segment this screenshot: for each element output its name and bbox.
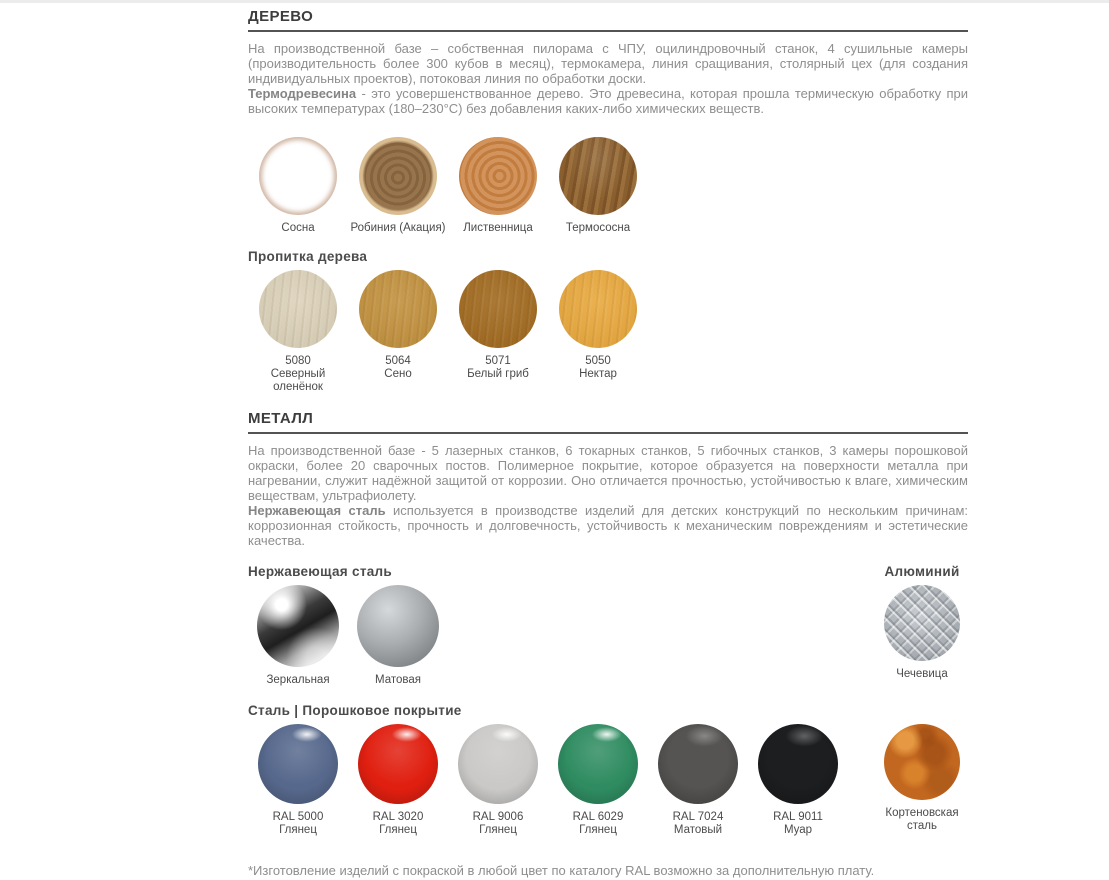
metal-section (248, 410, 968, 878)
ral-code: RAL 5000 (272, 811, 324, 823)
finish-label: Зеркальная (266, 674, 330, 686)
wood-swatch-label: Робиния (Акация) (350, 222, 446, 234)
ral-finish: Глянец (279, 824, 317, 836)
powder-title: Сталь | Порошковое покрытие (248, 703, 462, 718)
stain-swatch-label (579, 355, 617, 381)
ral-color-ball (358, 724, 438, 804)
stain-swatch-5071 (448, 270, 548, 394)
stain-swatch-label (467, 355, 529, 381)
stain-color-circle (259, 270, 337, 348)
ral-swatch-3020 (348, 724, 448, 837)
aluminum-circle-wrap (884, 585, 960, 661)
wood-stain-row (248, 270, 968, 394)
wood-intro-text: На производственной базе – собственная пилорама с ЧПУ, оцилиндровочный станок, 4 сушильные камеры (производительность более 300 кубов в месяц), термокамера, линия сращивания, столярный цех (для создания индивидуальных проектов), потоковая линия по обработки доски. (248, 41, 968, 86)
ral-swatch-5000 (248, 724, 348, 837)
wood-species-row (248, 137, 968, 235)
ral-swatch-9011 (748, 724, 848, 837)
page-top-edge (0, 0, 1109, 3)
stain-color-circle (459, 270, 537, 348)
ral-swatch-label (473, 811, 524, 837)
ral-swatch-label (573, 811, 624, 837)
metal-section-title: МЕТАЛЛ (248, 410, 968, 434)
stainless-block (248, 564, 448, 687)
wood-swatch-label: Лиственница (463, 222, 533, 234)
wood-section (248, 8, 968, 394)
pine-wood-slice-image (259, 137, 337, 215)
wood-swatch-label: Сосна (281, 222, 315, 234)
stain-name: Нектар (579, 368, 617, 380)
stain-code: 5064 (385, 355, 411, 367)
metal-intro-paragraph (248, 443, 968, 503)
stain-color-circle (359, 270, 437, 348)
page-content (248, 8, 968, 878)
mirror-steel-ball-image (257, 585, 339, 667)
wood-swatch-robinia (348, 137, 448, 235)
metal-intro-text: На производственной базе - 5 лазерных станков, 6 токарных станков, 5 гибочных станков, 3 камеры порошковой окраски, более 20 сварочных постов. Полимерное покрытие, которое образуется на поверхности металла при нагревании, служит надёжной защитой от коррозии. Оно отличается прочностью, устойчивостью к влаге, химическим веществам, ультрафиолету. (248, 443, 968, 503)
ral-finish: Матовый (673, 824, 723, 836)
stainless-swatch-matte (348, 585, 448, 687)
stainless-paragraph (248, 503, 968, 548)
ral-code: RAL 9006 (472, 811, 524, 823)
stain-code: 5080 (285, 355, 311, 367)
thermowood-paragraph (248, 86, 968, 116)
ral-color-ball (758, 724, 838, 804)
finish-label: Матовая (375, 674, 421, 686)
corten-block (876, 724, 968, 837)
ral-swatch-label (673, 811, 724, 837)
stainless-swatch-mirror (248, 585, 348, 687)
aluminum-title: Алюминий (884, 564, 960, 579)
ral-color-ball (258, 724, 338, 804)
stain-swatch-label (257, 355, 339, 394)
matte-steel-ball-image (357, 585, 439, 667)
stain-color-circle (559, 270, 637, 348)
stainless-title: Нержавеющая сталь (248, 564, 393, 579)
ral-code: RAL 7024 (672, 811, 724, 823)
ral-code: RAL 6029 (572, 811, 624, 823)
ral-finish: Глянец (579, 824, 617, 836)
wood-section-title: ДЕРЕВО (248, 8, 968, 32)
stain-section-title: Пропитка дерева (248, 249, 368, 264)
ral-code: RAL 9011 (773, 811, 823, 823)
ral-swatch-9006 (448, 724, 548, 837)
aluminum-block (876, 564, 968, 687)
larch-wood-slice-image (459, 137, 537, 215)
wood-swatch-larch (448, 137, 548, 235)
ral-swatch-label (773, 811, 823, 837)
ral-swatch-label (373, 811, 424, 837)
stainless-aluminum-row (248, 564, 968, 687)
ral-color-ball (458, 724, 538, 804)
stainless-lead: Нержавеющая сталь (248, 503, 386, 518)
aluminum-finish-label: Чечевица (896, 668, 948, 680)
ral-swatch-6029 (548, 724, 648, 837)
wood-swatch-label: Термососна (565, 222, 631, 234)
stain-swatch-5064 (348, 270, 448, 394)
stain-swatch-label (384, 355, 411, 381)
thermowood-text: - это усовершенствованное дерево. Это древесина, которая прошла термическую обработку при высоких температурах (180–230°С) без добавления каких-либо химических веществ. (248, 86, 968, 116)
ral-finish: Муар (783, 824, 813, 836)
ral-swatch-label (273, 811, 324, 837)
wood-swatch-pine (248, 137, 348, 235)
wood-swatch-thermopine (548, 137, 648, 235)
stain-name: Белый гриб (467, 368, 529, 380)
thermopine-wood-image (559, 137, 637, 215)
diamond-plate-aluminum-image (884, 585, 960, 661)
ral-finish: Глянец (379, 824, 417, 836)
ral-colors-group (248, 724, 848, 837)
corten-steel-image (884, 724, 960, 800)
powder-row (248, 724, 968, 837)
thermowood-lead: Термодревесина (248, 86, 357, 101)
wood-intro-paragraph (248, 41, 968, 86)
stainless-text: используется в производстве изделий для детских конструкций по нескольким причинам: коррозионная стойкость, прочность и долговечность, устойчивость к механическим повреждениям и эстетические качества. (248, 503, 969, 548)
ral-footnote: *Изготовление изделий с покраской в любой цвет по каталогу RAL возможно за дополнительную плату. (248, 863, 875, 878)
stainless-finishes-row (248, 585, 448, 687)
ral-swatch-7024 (648, 724, 748, 837)
robinia-wood-slice-image (359, 137, 437, 215)
ral-code: RAL 3020 (372, 811, 424, 823)
stain-swatch-5080 (248, 270, 348, 394)
ral-finish: Глянец (479, 824, 517, 836)
corten-label: Кортеновская сталь (885, 807, 959, 832)
stain-code: 5050 (585, 355, 611, 367)
ral-color-ball (558, 724, 638, 804)
powder-coating-section (248, 703, 968, 837)
stain-code: 5071 (485, 355, 511, 367)
stain-name: Северный оленёнок (270, 368, 326, 393)
stain-swatch-5050 (548, 270, 648, 394)
ral-color-ball (658, 724, 738, 804)
stain-name: Сено (384, 368, 412, 380)
